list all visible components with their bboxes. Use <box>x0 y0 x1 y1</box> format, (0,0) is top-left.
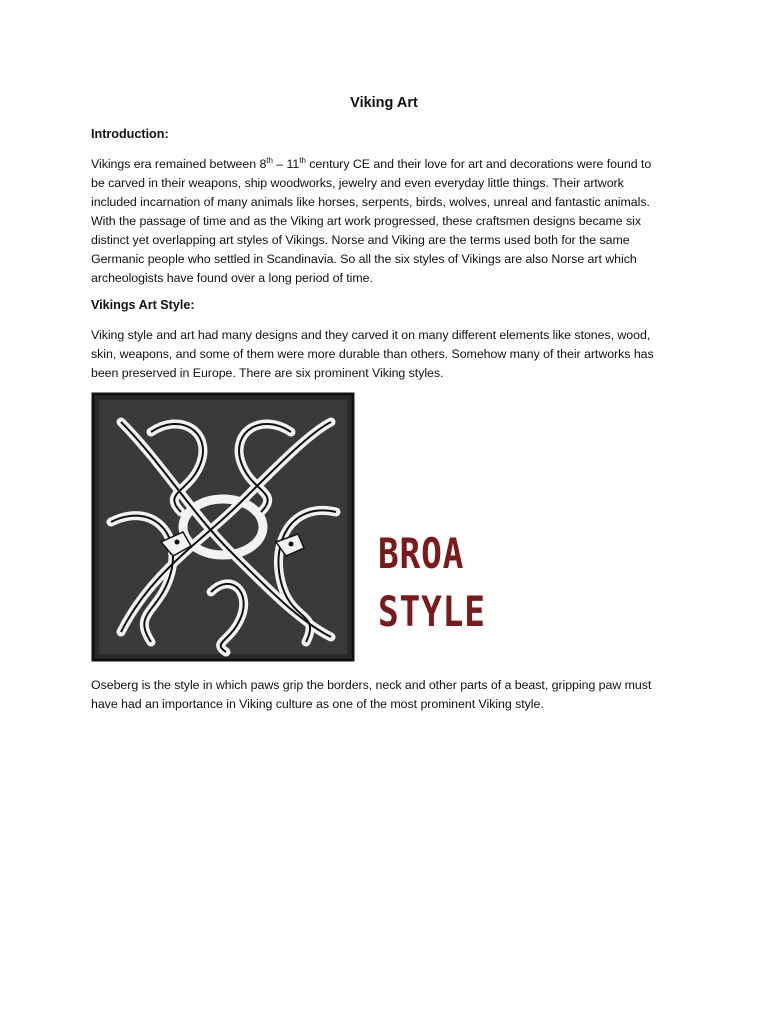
knotwork-illustration <box>91 392 355 662</box>
paragraph-line <box>91 155 691 174</box>
paragraph-line: distinct yet overlapping art styles of Vikings. Norse and Viking are the terms used both for the same <box>91 233 630 247</box>
paragraph-line: skin, weapons, and some of them were more durable than others. Somehow many of their artworks has <box>91 347 654 361</box>
paragraph-line: been preserved in Europe. There are six prominent Viking styles. <box>91 366 444 380</box>
paragraph-line: With the passage of time and as the Viking art work progressed, these craftsmen designs became six <box>91 214 641 228</box>
art-style-heading: Vikings Art Style: <box>91 298 195 312</box>
introduction-heading: Introduction: <box>91 127 169 141</box>
paragraph-line: Viking style and art had many designs and they carved it on many different elements like stones, wood, <box>91 328 651 342</box>
document-title: Viking Art <box>350 95 418 111</box>
paragraph-line: included incarnation of many animals like horses, serpents, birds, wolves, unreal and fantastic animals. <box>91 195 650 209</box>
text-run: century CE and their love for art and decorations were found to <box>305 157 652 171</box>
introduction-paragraph <box>91 155 691 288</box>
art-style-paragraph <box>91 326 691 383</box>
superscript: th <box>266 155 273 165</box>
paragraph-line: be carved in their weapons, ship woodworks, jewelry and even everyday little things. Their artwork <box>91 176 624 190</box>
viking-knotwork-image <box>91 392 355 662</box>
caption-broa: BROA <box>378 529 465 578</box>
broa-style-caption <box>378 525 528 641</box>
oseberg-paragraph <box>91 676 691 714</box>
paragraph-line: have had an importance in Viking culture as one of the most prominent Viking style. <box>91 697 544 711</box>
text-run: – 11 <box>272 157 300 171</box>
paragraph-line: Oseberg is the style in which paws grip the borders, neck and other parts of a beast, gripping paw must <box>91 678 652 692</box>
paragraph-line: Germanic people who settled in Scandinavia. So all the six styles of Vikings are also Norse art which <box>91 252 637 266</box>
caption-style: STYLE <box>378 587 486 636</box>
text-run: Vikings era remained between 8 <box>91 157 267 171</box>
superscript: th <box>299 155 306 165</box>
paragraph-line: archeologists have found over a long period of time. <box>91 271 373 285</box>
